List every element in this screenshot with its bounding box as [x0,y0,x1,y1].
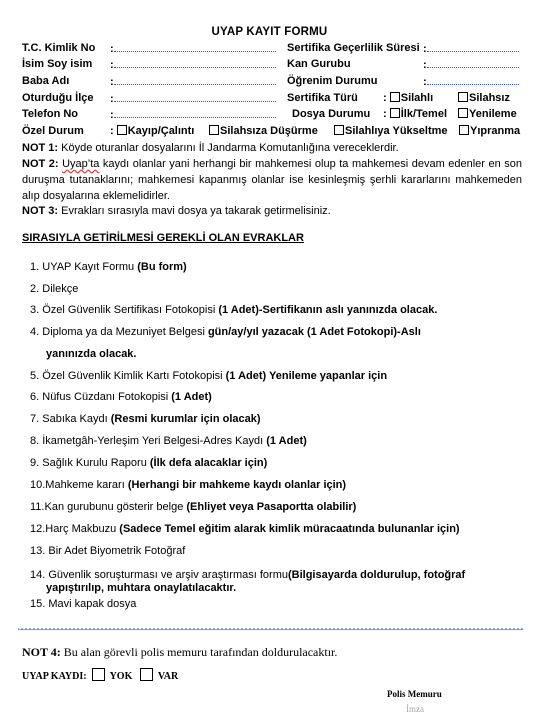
field-ogrenim-durumu: Öğrenim Durumu [287,75,378,87]
field-label: T.C. Kimlik No [22,42,96,54]
checkbox-icon [209,125,219,135]
note-1: NOT 1: Köyde oturanlar dosyalarını İl Jandarma Komutanlığına vereceklerdir. [22,142,399,154]
ozel-durum-options: : Kayıp/Çalıntı [110,125,195,137]
list-item: 13. Bir Adet Biyometrik Fotoğraf [30,545,186,557]
list-item: 7. Sabıka Kaydı (Resmi kurumlar için olacak) [30,413,261,425]
list-item-continuation: yanınızda olacak. [46,348,137,360]
checkbox-icon [458,92,468,102]
field-oturdugu-ilce: Oturduğu İlçe [22,92,94,104]
field-isim-soyisim: İsim Soy isim [22,58,93,70]
section-title: SIRASIYLA GETİRİLMESİ GEREKLİ OLAN EVRAKLAR [22,232,304,244]
checkbox-yenileme[interactable]: Yenileme [458,108,517,120]
baba-adi-input[interactable]: : [110,75,276,88]
sertifika-gecerlilik-input[interactable]: : [423,42,519,55]
field-kan-gurubu: Kan Gurubu [287,58,351,70]
dotted-line [114,42,276,52]
field-ozel-durum: Özel Durum [22,125,84,137]
checkbox-yipranma[interactable]: Yıpranma [459,125,520,137]
kan-gurubu-input[interactable]: : [423,58,519,71]
field-baba-adi: Baba Adı [22,75,70,87]
checkbox-icon [390,92,400,102]
field-tc-kimlik-no [22,42,95,54]
uyap-kaydi-row: UYAP KAYDI: YOK VAR [22,668,178,682]
list-item: 8. İkametgâh-Yerleşim Yeri Belgesi-Adres Kaydı (1 Adet) [30,435,307,447]
dosya-durumu-options: : İlk/Temel [383,108,447,120]
checkbox-var[interactable] [140,668,153,681]
sertifika-turu-options: : Silahlı [383,92,434,104]
imza-label: İmza [406,704,424,714]
list-item: 6. Nüfus Cüzdanı Fotokopisi (1 Adet) [30,391,212,403]
ogrenim-durumu-input[interactable]: : [423,75,519,88]
list-item: 10.Mahkeme kararı (Herhangi bir mahkeme kaydı olanlar için) [30,479,347,491]
list-item: 15. Mavi kapak dosya [30,598,137,610]
polis-memuru-label: Polis Memuru [387,689,442,699]
checkbox-icon [458,108,468,118]
list-item: 11.Kan gurubunu gösterir belge (Ehliyet veya Pasaportta olabilir) [30,501,357,513]
list-item: 14. Güvenlik soruşturması ve arşiv araştırması formu(Bilgisayarda doldurulup, fotoğraf [30,569,466,581]
note-2: NOT 2: Uyap’ta kaydı olanlar yani herhangi bir mahkemesi olup ta mahkemesi devam edenler en son duruşma tutanaklarını; mahkemesi kapanmış olanlar ise kesinleşmiş şerhli kararlarını mahkemeden alıp dosyalarına eklemelidirler. [22,158,523,202]
list-item: 4. Diploma ya da Mezuniyet Belgesi gün/ay/yıl yazacak (1 Adet Fotokopi)-Aslı [30,326,421,338]
list-item: 1. UYAP Kayıt Formu (Bu form) [30,261,187,273]
checkbox-icon [459,125,469,135]
oturdugu-ilce-input[interactable]: : [110,92,276,105]
field-sertifika-gecerlilik: Sertifika Geçerlilik Süresi [287,42,420,54]
form-title: UYAP KAYIT FORMU [211,26,328,38]
field-dosya-durumu: Dosya Durumu [292,108,371,120]
list-item: 3. Özel Güvenlik Sertifikası Fotokopisi (1 Adet)-Sertifikanın aslı yanınızda olacak. [30,304,438,316]
list-item: 2. Dilekçe [30,283,79,295]
checkbox-icon [334,125,344,135]
field-telefon-no: Telefon No [22,108,79,120]
list-item: 9. Sağlık Kurulu Raporu (İlk defa alacaklar için) [30,457,268,469]
checkbox-ilk-temel[interactable]: İlk/Temel [390,108,447,120]
isim-soyisim-input[interactable]: : [110,58,276,71]
checkbox-silahli[interactable]: Silahlı [390,92,433,104]
note-3: NOT 3: Evrakları sırasıyla mavi dosya ya takarak getirmelisiniz. [22,205,331,217]
checkbox-silahsiza-dusurme[interactable]: Silahsıza Düşürme [209,125,318,137]
list-item: 5. Özel Güvenlik Kimlik Kartı Fotokopisi (1 Adet) Yenileme yapanlar için [30,370,388,382]
checkbox-kayip-calinti[interactable]: Kayıp/Çalıntı [117,125,195,137]
list-item: 12.Harç Makbuzu (Sadece Temel eğitim alarak kimlik müracaatında bulunanlar için) [30,523,460,535]
note-4: NOT 4: Bu alan görevli polis memuru tarafından doldurulacaktır. [22,645,338,659]
field-sertifika-turu: Sertifika Türü [287,92,358,104]
telefon-no-input[interactable]: : [110,108,276,121]
checkbox-silahsiz[interactable]: Silahsız [458,92,510,104]
tc-kimlik-input[interactable]: : [110,42,276,55]
checkbox-icon [117,125,127,135]
checkbox-icon [390,108,400,118]
wavy-divider [18,628,523,632]
list-item-continuation: yapıştırılıp, muhtara onaylatılacaktır. [46,582,237,594]
checkbox-silahliya-yukseltme[interactable]: Silahlıya Yükseltme [334,125,448,137]
checkbox-yok[interactable] [92,668,105,681]
